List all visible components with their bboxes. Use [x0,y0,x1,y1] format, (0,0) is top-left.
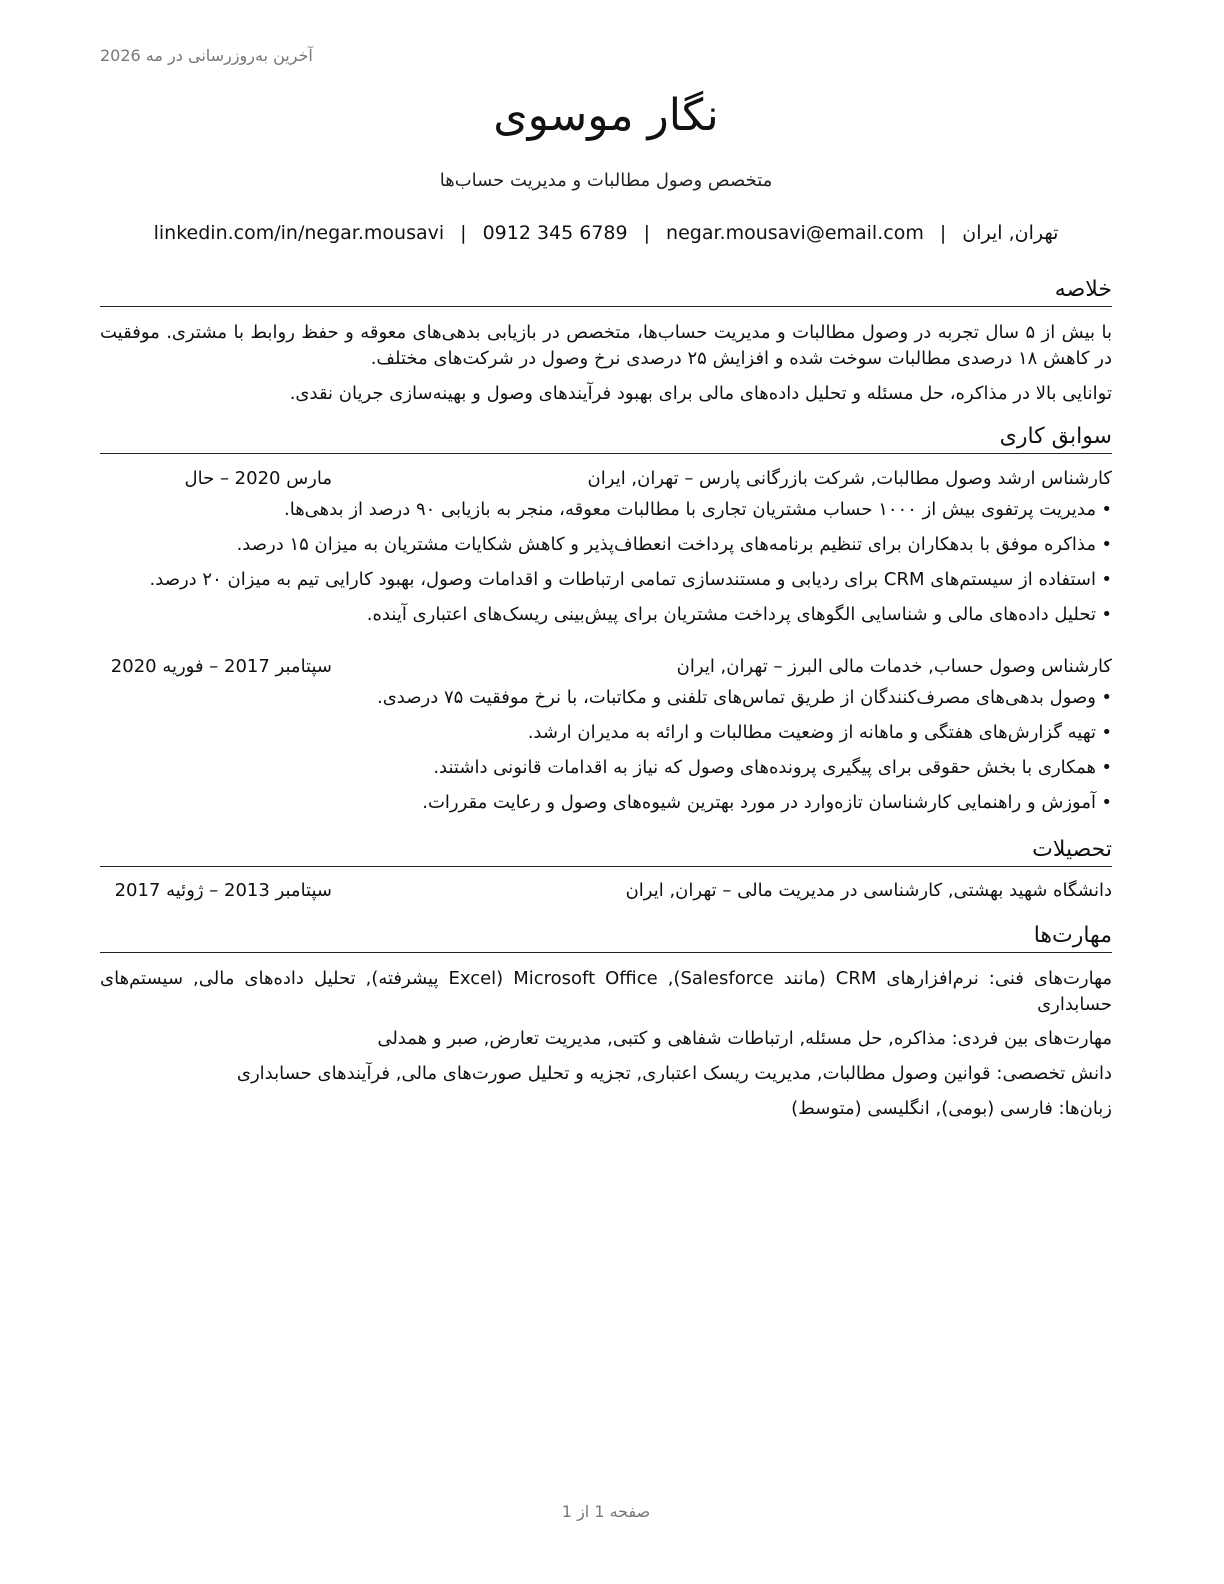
resume-page [100,0,1112,1584]
contact-line [100,222,1112,244]
bullet-dot: • [1101,757,1112,778]
bullet-dot: • [1101,604,1112,625]
bullet-dot: • [1101,687,1112,708]
bullet-text: تحلیل داده‌های مالی و شناسایی الگوهای پرداخت مشتریان برای پیش‌بینی ریسک‌های اعتباری آینده. [366,604,1096,625]
education-heading: تحصیلات [100,836,1112,867]
skills-line: زبان‌ها: فارسی (بومی), انگلیسی (متوسط) [791,1098,1112,1119]
job-entry-header [100,654,1112,680]
contact-separator: | [939,222,947,244]
bullet-text: مذاکره موفق با بدهکاران برای تنظیم برنامه‌های پرداخت انعطاف‌پذیر و کاهش شکایات مشتریان به میزان ۱۵ درصد. [236,534,1096,555]
bullet-item [100,602,1112,637]
bullet-item [100,790,1112,825]
contact-email[interactable]: negar.mousavi@email.com [666,222,924,244]
contact-separator: | [643,222,651,244]
bullet-text: همکاری با بخش حقوقی برای پیگیری پرونده‌های وصول که نیاز به اقدامات قانونی داشتند. [433,757,1096,778]
bullet-item [100,497,1112,532]
education-entry [100,878,1112,904]
skills-heading: مهارت‌ها [100,922,1112,953]
bullet-dot: • [1101,534,1112,555]
job-entry-header [100,466,1112,492]
job-title-org: کارشناس ارشد وصول مطالبات, شرکت بازرگانی پارس – تهران, ایران [587,468,1112,489]
bullet-dot: • [1101,792,1112,813]
bullet-text: وصول بدهی‌های مصرف‌کنندگان از طریق تماس‌های تلفنی و مکاتبات، با نرخ موفقیت ۷۵ درصدی. [376,687,1096,708]
bullet-item [100,755,1112,790]
contact-phone[interactable]: 0912 345 6789 [482,222,628,244]
bullet-text: تهیه گزارش‌های هفتگی و ماهانه از وضعیت مطالبات و ارائه به مدیران ارشد. [527,722,1096,743]
job-title: متخصص وصول مطالبات و مدیریت حساب‌ها [439,170,773,191]
education-date: سپتامبر 2013 – ژوئیه 2017 [114,880,332,901]
job-date: سپتامبر 2017 – فوریه 2020 [110,656,332,677]
bullet-item [100,532,1112,567]
education-title: دانشگاه شهید بهشتی, کارشناسی در مدیریت مالی – تهران, ایران [625,880,1112,901]
experience-heading: سوابق کاری [100,423,1112,454]
bullet-item [100,720,1112,755]
skills-line: مهارت‌های بین فردی: مذاکره, حل مسئله, ارتباطات شفاهی و کتبی, مدیریت تعارض, صبر و همدلی [377,1028,1112,1049]
bullet-text: آموزش و راهنمایی کارشناسان تازه‌وارد در مورد بهترین شیوه‌های وصول و رعایت مقررات. [422,792,1096,813]
bullet-item [100,567,1112,602]
bullet-dot: • [1101,499,1112,520]
summary-paragraph: با بیش از ۵ سال تجربه در وصول مطالبات و مدیریت حساب‌ها، متخصص در بازیابی بدهی‌های معوقه و حفظ روابط با مشتری. موفقیت در کاهش ۱۸ درصدی مطالبات سوخت شده و افزایش ۲۵ درصدی نرخ وصول در شرکت‌های مختلف. [100,322,1112,369]
page-number: صفحه 1 از 1 [561,1502,651,1521]
contact-location: تهران, ایران [962,222,1059,244]
bullet-item [100,685,1112,720]
last-updated: آخرین به‌روزرسانی در مه 2026 [100,46,313,65]
bullet-text: مدیریت پرتفوی بیش از ۱۰۰۰ حساب مشتریان تجاری با مطالبات معوقه، منجر به بازیابی ۹۰ درصد از بدهی‌ها. [283,499,1096,520]
summary-heading: خلاصه [100,276,1112,307]
bullet-dot: • [1101,569,1112,590]
skills-line: دانش تخصصی: قوانین وصول مطالبات, مدیریت ریسک اعتباری, تجزیه و تحلیل صورت‌های مالی, فرآیندهای حسابداری [236,1063,1112,1084]
bullet-dot: • [1101,722,1112,743]
contact-linkedin[interactable]: linkedin.com/in/negar.mousavi [153,222,445,244]
summary-paragraph: توانایی بالا در مذاکره، حل مسئله و تحلیل داده‌های مالی برای بهبود فرآیندهای وصول و بهینه‌سازی جریان نقدی. [289,383,1112,404]
person-name: نگار موسوی [493,90,719,141]
contact-separator: | [460,222,467,244]
skills-line: مهارت‌های فنی: نرم‌افزارهای CRM (مانند Salesforce), Microsoft Office (Excel پیشرفته), تحلیل داده‌های مالی, سیستم‌های حسابداری [100,968,1113,1015]
bullet-text: استفاده از سیستم‌های CRM برای ردیابی و مستندسازی تمامی ارتباطات و اقدامات وصول، بهبود کارایی تیم به میزان ۲۰ درصد. [149,569,1096,590]
job-bullets [100,685,1112,825]
job-date: مارس 2020 – حال [184,468,332,489]
job-title-org: کارشناس وصول حساب, خدمات مالی البرز – تهران, ایران [676,656,1112,677]
job-bullets [100,497,1112,637]
